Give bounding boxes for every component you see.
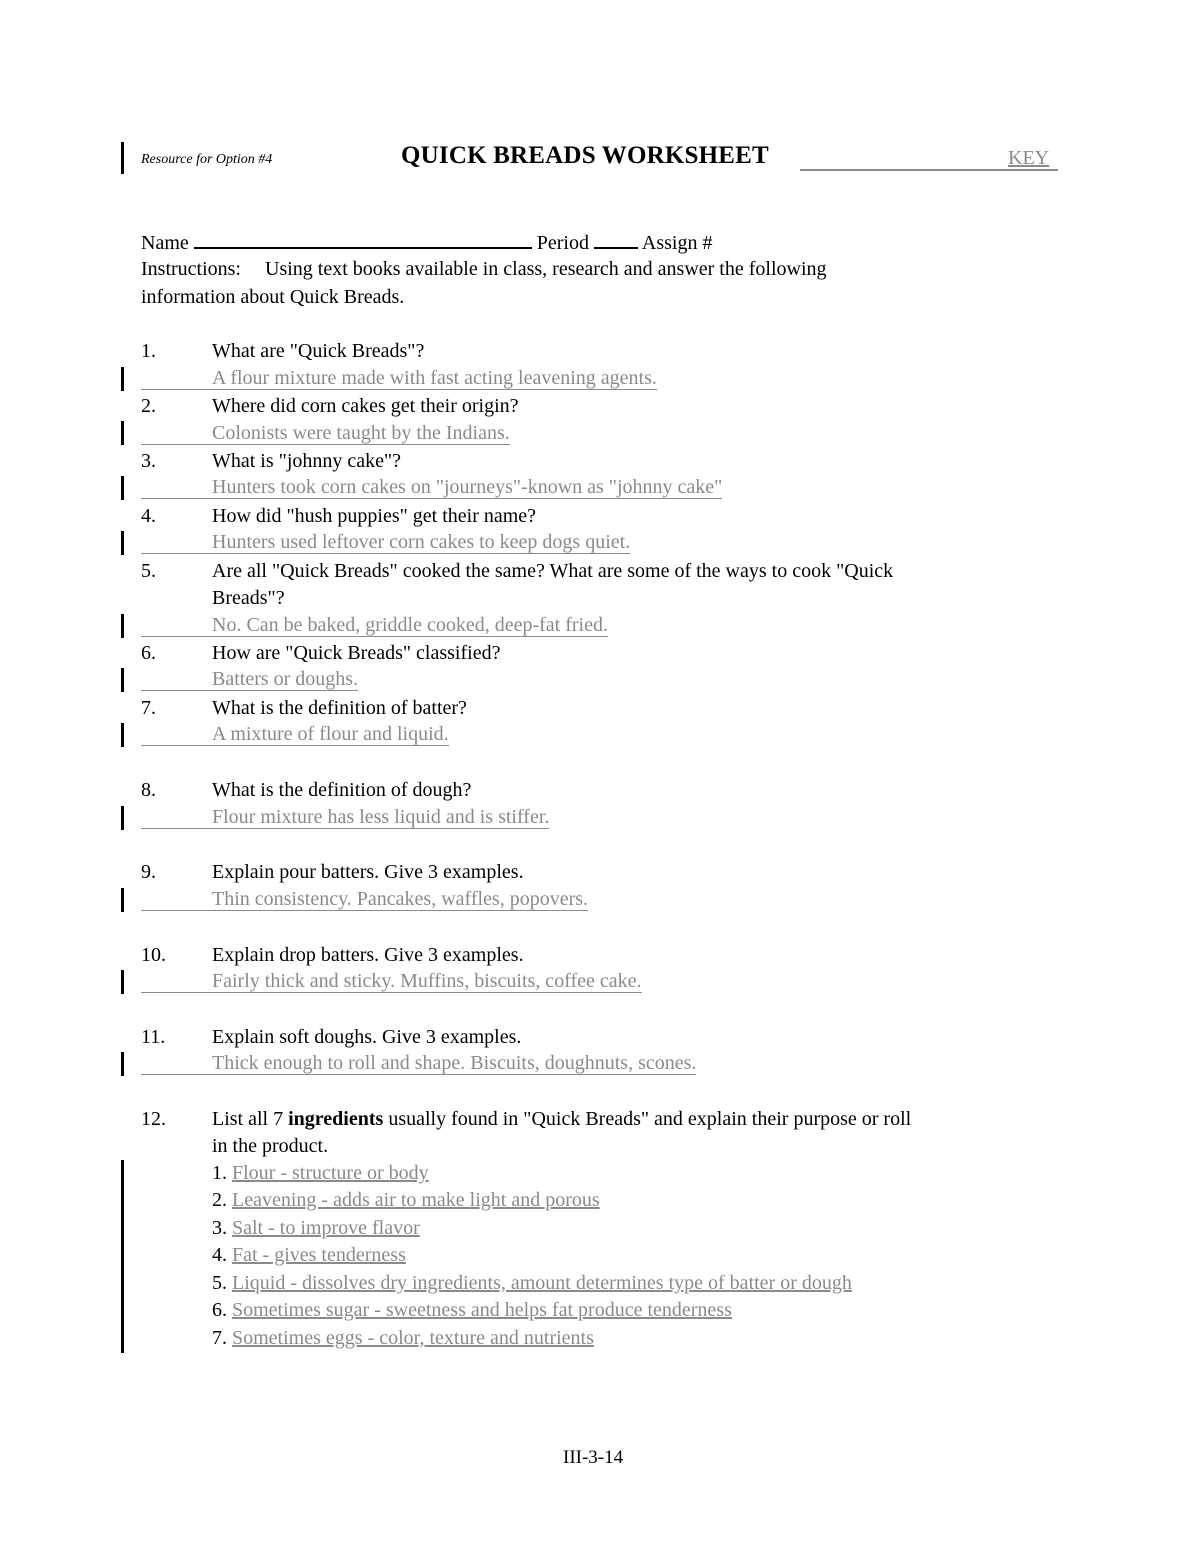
question-text: Where did corn cakes get their origin? (212, 395, 519, 417)
question-number: 9. (141, 861, 156, 883)
question-number: 3. (141, 450, 156, 472)
question-number: 12. (141, 1108, 166, 1130)
item-text: Sometimes sugar - sweetness and helps fat produce tenderness (232, 1299, 732, 1321)
item-number: 7. (212, 1327, 227, 1349)
question-text: Explain drop batters. Give 3 examples. (212, 944, 524, 966)
question-text: Are all "Quick Breads" cooked the same? What are some of the ways to cook "Quick (212, 560, 894, 582)
period-field[interactable] (594, 229, 638, 249)
question-text: What is the definition of dough? (212, 779, 472, 801)
question-text-line2: in the product. (212, 1135, 329, 1157)
page-title: QUICK BREADS WORKSHEET (401, 142, 769, 169)
list-item (212, 1299, 732, 1322)
item-number: 5. (212, 1272, 227, 1294)
question-number: 5. (141, 560, 156, 582)
item-text: Salt - to improve flavor (232, 1217, 420, 1239)
answer-text: Fairly thick and sticky. Muffins, biscuits, coffee cake. (141, 970, 642, 993)
list-item (212, 1189, 600, 1212)
item-text: Flour - structure or body (232, 1162, 429, 1184)
instructions-text-line2: information about Quick Breads. (141, 286, 405, 308)
list-item (212, 1272, 852, 1295)
revision-bar (121, 668, 124, 692)
question-number: 1. (141, 340, 156, 362)
answer-text: A mixture of flour and liquid. (141, 723, 449, 746)
answer-text: Colonists were taught by the Indians. (141, 422, 510, 445)
question-number: 6. (141, 642, 156, 664)
answer-text: Hunters took corn cakes on "journeys"-known as "johnny cake" (141, 476, 722, 499)
item-text: Liquid - dissolves dry ingredients, amount determines type of batter or dough (232, 1272, 852, 1294)
question-number: 8. (141, 779, 156, 801)
answer-text: Thick enough to roll and shape. Biscuits, doughnuts, scones. (141, 1052, 696, 1075)
answer-text: A flour mixture made with fast acting leavening agents. (141, 367, 657, 390)
question-number: 10. (141, 944, 166, 966)
revision-bar (121, 1052, 124, 1076)
q12-pre: List all 7 (212, 1108, 284, 1130)
revision-bar (121, 1160, 124, 1353)
name-label: Name (141, 232, 189, 254)
answer-text: Batters or doughs. (141, 668, 358, 691)
item-number: 1. (212, 1162, 227, 1184)
question-number: 4. (141, 505, 156, 527)
list-item (212, 1327, 594, 1350)
item-text: Leavening - adds air to make light and porous (232, 1189, 600, 1211)
revision-bar (121, 614, 124, 638)
revision-bar (121, 367, 124, 391)
item-number: 6. (212, 1299, 227, 1321)
instructions-text: Using text books available in class, research and answer the following (265, 258, 827, 280)
list-item (212, 1217, 420, 1240)
q12-post: usually found in "Quick Breads" and explain their purpose or roll (388, 1108, 912, 1130)
name-field[interactable] (194, 229, 532, 249)
question-number: 7. (141, 697, 156, 719)
list-item (212, 1162, 429, 1185)
answer-text: Thin consistency. Pancakes, waffles, popovers. (141, 888, 588, 911)
q12-bold: ingredients (288, 1108, 384, 1130)
answer-text: Flour mixture has less liquid and is stiffer. (141, 806, 549, 829)
instructions (141, 256, 827, 283)
period-label: Period (536, 232, 589, 254)
revision-bar (121, 142, 124, 174)
revision-bar (121, 970, 124, 994)
revision-bar (121, 806, 124, 830)
revision-bar (121, 723, 124, 747)
answer-text: No. Can be baked, griddle cooked, deep-fat fried. (141, 614, 608, 637)
revision-bar (121, 476, 124, 500)
question-number: 11. (141, 1026, 166, 1048)
item-number: 3. (212, 1217, 227, 1239)
question-text (212, 1106, 911, 1133)
item-text: Fat - gives tenderness (232, 1244, 406, 1266)
item-text: Sometimes eggs - color, texture and nutrients (232, 1327, 594, 1349)
answer-text: Hunters used leftover corn cakes to keep dogs quiet. (141, 531, 630, 554)
question-text: Explain pour batters. Give 3 examples. (212, 861, 524, 883)
page-number: III-3-14 (563, 1447, 624, 1468)
question-text: How are "Quick Breads" classified? (212, 642, 501, 664)
assign-label: Assign # (641, 232, 713, 254)
instructions-label: Instructions: (141, 258, 241, 280)
key-label: KEY (1008, 147, 1050, 169)
question-text: What are "Quick Breads"? (212, 340, 425, 362)
question-text: Explain soft doughs. Give 3 examples. (212, 1026, 522, 1048)
revision-bar (121, 888, 124, 912)
question-text: What is "johnny cake"? (212, 450, 402, 472)
list-item (212, 1244, 406, 1267)
item-number: 4. (212, 1244, 227, 1266)
resource-label: Resource for Option #4 (141, 152, 273, 167)
form-row (141, 229, 712, 257)
revision-bar (121, 421, 124, 445)
question-number: 2. (141, 395, 156, 417)
question-text: What is the definition of batter? (212, 697, 467, 719)
revision-bar (121, 531, 124, 555)
item-number: 2. (212, 1189, 227, 1211)
question-text-line2: Breads"? (212, 587, 285, 609)
question-text: How did "hush puppies" get their name? (212, 505, 537, 527)
